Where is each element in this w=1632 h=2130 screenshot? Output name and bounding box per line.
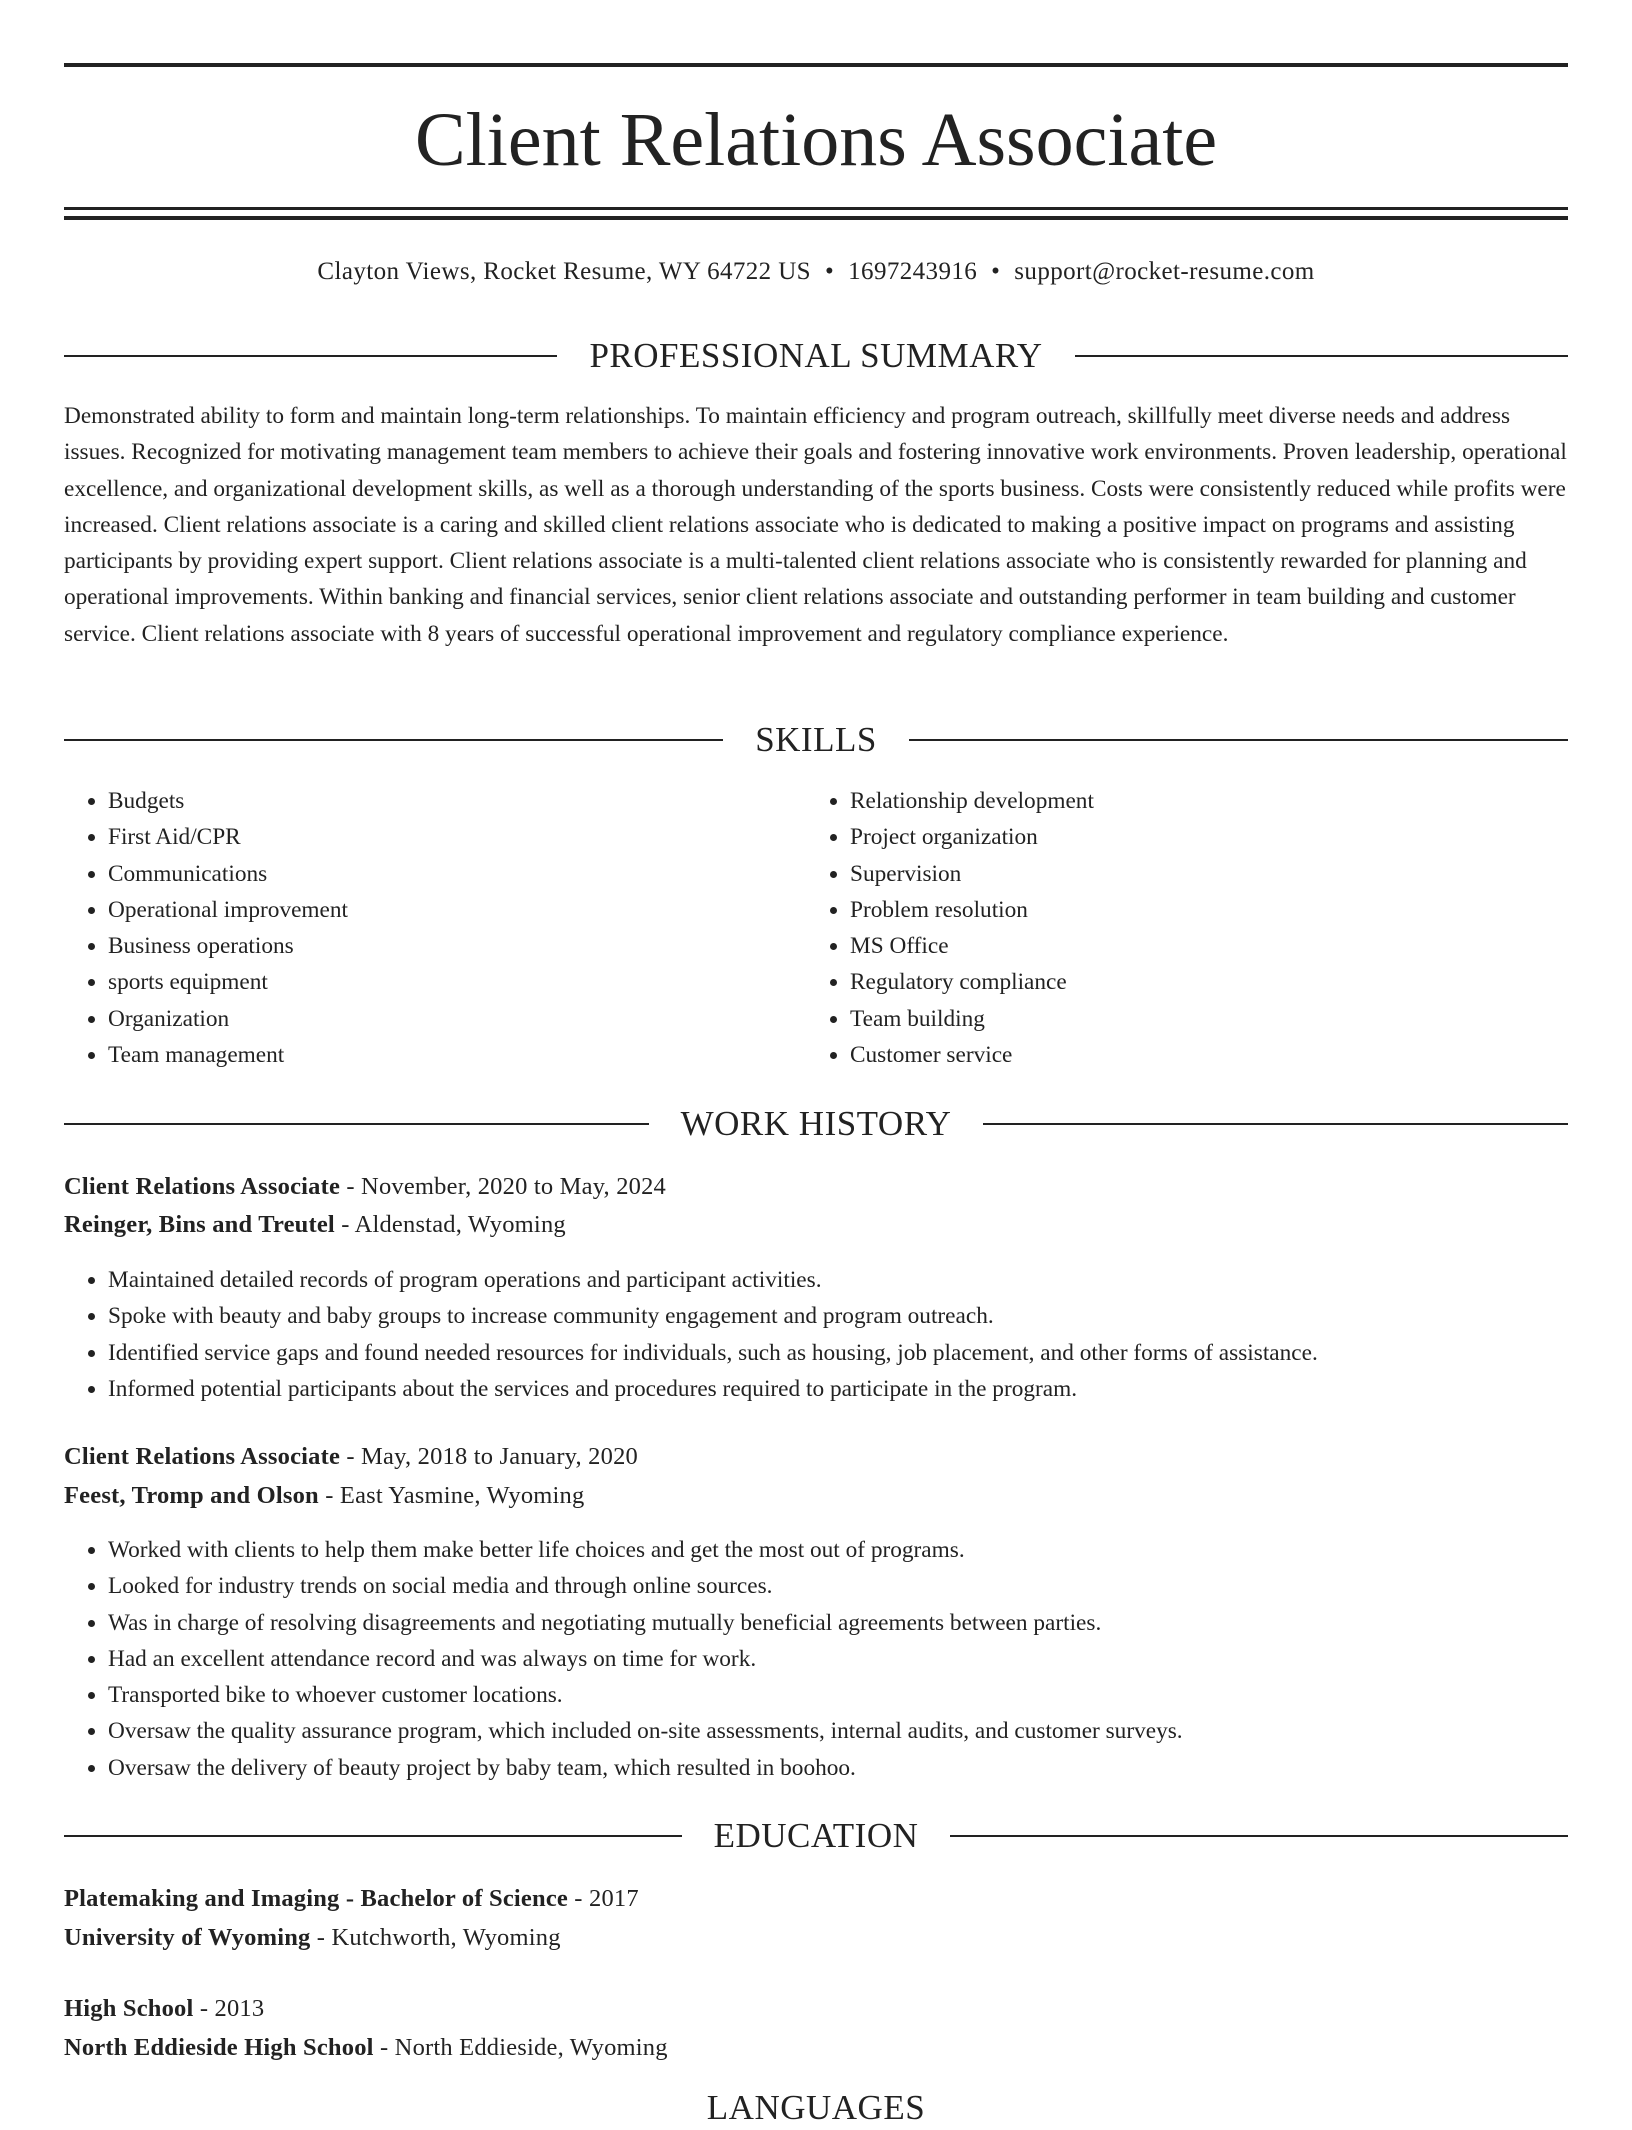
education-degree: High School <box>64 1995 194 2022</box>
job-company: Reinger, Bins and Treutel <box>64 1211 335 1238</box>
section-heading-languages <box>64 2086 1568 2130</box>
duty-item: • Oversaw the quality assurance program, which included on-site assessments, internal audits, and customer surveys. <box>108 1713 1568 1749</box>
job-company: Feest, Tromp and Olson <box>64 1482 319 1509</box>
job-duties <box>64 1262 1568 1407</box>
contact-address: Clayton Views, Rocket Resume, WY 64722 US <box>317 258 811 285</box>
education-school-line <box>64 2029 1568 2067</box>
section-heading-summary <box>64 334 1568 378</box>
duty-item: • Spoke with beauty and baby groups to increase community engagement and program outreach. <box>108 1298 1568 1334</box>
skill-item: • Organization <box>108 1001 804 1037</box>
education-school-line <box>64 1919 1568 1957</box>
skills-list <box>64 783 804 1073</box>
section-title: PROFESSIONAL SUMMARY <box>589 336 1043 375</box>
skills-column-right <box>806 783 1546 1073</box>
heading-rule <box>950 1835 1568 1837</box>
section-title: EDUCATION <box>713 1816 919 1855</box>
heading-rule <box>1075 355 1568 357</box>
resume-title: Client Relations Associate <box>414 98 1218 182</box>
skill-item: • sports equipment <box>108 964 804 1000</box>
heading-rule <box>64 1835 682 1837</box>
skill-item: • Communications <box>108 856 804 892</box>
job-location: - East Yasmine, Wyoming <box>318 1482 585 1509</box>
skills-column-left <box>64 783 804 1073</box>
job-title: Client Relations Associate <box>64 1443 341 1470</box>
skill-item: • Supervision <box>850 856 1546 892</box>
duty-item: • Transported bike to whoever customer locations. <box>108 1677 1568 1713</box>
section-heading-work <box>64 1102 1568 1146</box>
contact-email: support@rocket-resume.com <box>1014 258 1315 285</box>
job-title-line <box>64 1438 1568 1476</box>
education-year: - 2013 <box>193 1995 265 2022</box>
section-title: LANGUAGES <box>706 2088 926 2127</box>
job-title-line <box>64 1168 1568 1206</box>
duty-item: • Identified service gaps and found needed resources for individuals, such as housing, job placement, and other forms of assistance. <box>108 1335 1568 1371</box>
education-school: North Eddieside High School <box>64 2034 374 2061</box>
contact-phone: 1697243916 <box>848 258 978 285</box>
job-dates: - November, 2020 to May, 2024 <box>340 1173 667 1200</box>
skill-item: • Regulatory compliance <box>850 964 1546 1000</box>
job-company-line <box>64 1477 1568 1515</box>
section-heading-skills <box>64 718 1568 762</box>
contact-line <box>64 252 1568 292</box>
section-title: SKILLS <box>755 720 877 759</box>
education-degree: Platemaking and Imaging - Bachelor of Science <box>64 1885 568 1912</box>
top-rule <box>64 63 1568 67</box>
title-rule-upper <box>64 207 1568 210</box>
job-company-line <box>64 1206 1568 1244</box>
duty-item: • Oversaw the delivery of beauty project by baby team, which resulted in boohoo. <box>108 1750 1568 1786</box>
duty-item: • Had an excellent attendance record and was always on time for work. <box>108 1641 1568 1677</box>
duty-item: • Maintained detailed records of program operations and participant activities. <box>108 1262 1568 1298</box>
skill-item: • First Aid/CPR <box>108 819 804 855</box>
job-title: Client Relations Associate <box>64 1173 341 1200</box>
skill-item: • Budgets <box>108 783 804 819</box>
heading-rule <box>909 739 1568 741</box>
duty-item: • Was in charge of resolving disagreements and negotiating mutually beneficial agreements between parties. <box>108 1605 1568 1641</box>
skill-item: • Problem resolution <box>850 892 1546 928</box>
education-location: - Kutchworth, Wyoming <box>310 1924 561 1951</box>
job-dates: - May, 2018 to January, 2020 <box>340 1443 638 1470</box>
education-location: - North Eddieside, Wyoming <box>373 2034 668 2061</box>
contact-separator: • <box>824 258 835 285</box>
education-degree-line <box>64 1880 1568 1918</box>
skills-list <box>806 783 1546 1073</box>
education-school: University of Wyoming <box>64 1924 311 1951</box>
skill-item: • Project organization <box>850 819 1546 855</box>
skill-item: • Team management <box>108 1037 804 1073</box>
duties-list <box>64 1532 1568 1786</box>
job-location: - Aldenstad, Wyoming <box>334 1211 566 1238</box>
skill-item: • Team building <box>850 1001 1546 1037</box>
skill-item: • Relationship development <box>850 783 1546 819</box>
duty-item: • Informed potential participants about the services and procedures required to participate in the program. <box>108 1371 1568 1407</box>
education-degree-line <box>64 1990 1568 2028</box>
duties-list <box>64 1262 1568 1407</box>
education-year: - 2017 <box>567 1885 639 1912</box>
duty-item: • Worked with clients to help them make better life choices and get the most out of programs. <box>108 1532 1568 1568</box>
heading-rule <box>64 739 723 741</box>
title-rule-lower <box>64 216 1568 220</box>
skill-item: • Operational improvement <box>108 892 804 928</box>
job-duties <box>64 1532 1568 1786</box>
heading-rule <box>64 355 557 357</box>
summary-paragraph: Demonstrated ability to form and maintain long-term relationships. To maintain efficiency and program outreach, skillfully meet diverse needs and address issues. Recognized for motivating management team members to achieve their goals and fostering innovative work environments. Proven leadership, operational excellence, and organizational development skills, as well as a thorough understanding of the sports business. Costs were consistently reduced while profits were increased. Client relations associate is a caring and skilled client relations associate who is dedicated to making a positive impact on programs and assisting participants by providing expert support. Client relations associate is a multi-talented client relations associate who is consistently rewarded for planning and operational improvements. Within banking and financial services, senior client relations associate and outstanding performer in team building and customer service. Client relations associate with 8 years of successful operational improvement and regulatory compliance experience. <box>64 403 1567 647</box>
skill-item: • MS Office <box>850 928 1546 964</box>
heading-rule <box>64 1123 649 1125</box>
section-heading-education <box>64 1814 1568 1858</box>
skill-item: • Business operations <box>108 928 804 964</box>
duty-item: • Looked for industry trends on social media and through online sources. <box>108 1568 1568 1604</box>
contact-separator: • <box>991 258 1001 285</box>
heading-rule <box>983 1123 1568 1125</box>
section-title: WORK HISTORY <box>680 1104 952 1143</box>
skill-item: • Customer service <box>850 1037 1546 1073</box>
